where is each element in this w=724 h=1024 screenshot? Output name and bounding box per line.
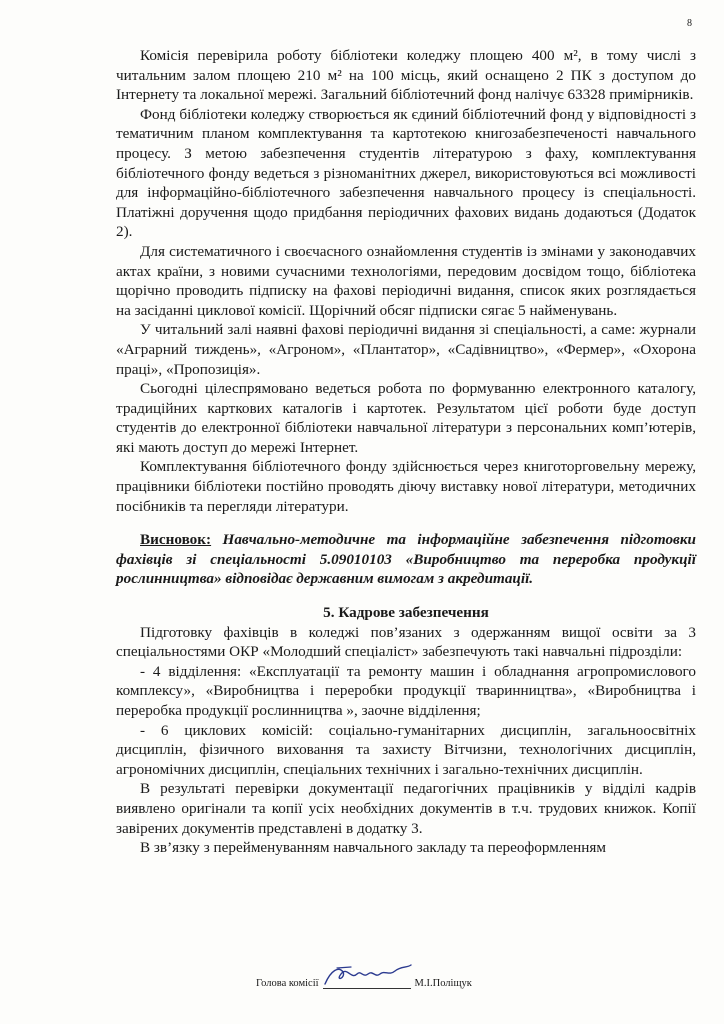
conclusion-label: Висновок: [140,531,212,549]
conclusion-text: Навчально-методичне та інформаційне забезпечення підготовки фахівців зі спеціальності 5.09010103 «Виробництво та переробка продукції рослинництва» відповідає державним вимогам з акредитації. [116,531,696,588]
paragraph-electronic-catalog: Сьогодні цілеспрямовано ведеться робота по формуванню електронного каталогу, традиційних карткових каталогів і картотек. Результатом цієї роботи буде доступ студентів до електронної бібліотеки навчальної літератури з персональних комп’ютерів, які мають доступ до мережі Інтернет. [116,380,696,456]
paragraph-library-fund: Фонд бібліотеки коледжу створюється як єдиний бібліотечний фонд у відповідності з тематичним планом комплектування та картотекою книгозабезпеченості навчального процесу. З метою забезпечення студентів літературою з фаху, комплектування бібліотечного фонду ведеться з різноманітних джерел, використовуються всі можливості для інформаційно-бібліотечного забезпечення навчального процесу із спеціальності. Платіжні доручення щодо придбання періодичних фахових видань додаються (Додаток 2). [116,105,696,241]
paragraph-renaming: В зв’язку з перейменуванням навчального закладу та переоформленням [140,839,606,857]
signer-name: М.І.Поліщук [414,978,472,989]
paragraph-personnel-docs: В результаті перевірки документації педагогічних працівників у відділі кадрів виявлено оригінали та копії усіх необхідних документів в т.ч. трудових книжок. Копії завірених документів представлені в додатку 3. [116,780,696,837]
section-heading: 5. Кадрове забезпечення [323,604,489,622]
document-body [116,46,696,858]
paragraph-library-area: Комісія перевірила роботу бібліотеки коледжу площею 400 м², в тому числі з читальним залом площею 210 м² на 100 місць, який оснащено 2 ПК з доступом до Інтернету та локальної мережі. Загальний бібліотечний фонд налічує 63328 примірників. [116,47,696,104]
paragraph-periodicals: У читальний залі наявні фахові періодичні видання зі спеціальності, а саме: журнали «Аграрний тиждень», «Агроном», «Плантатор», «Садівництво», «Фермер», «Охорона праці», «Пропозиція». [116,321,696,378]
paragraph-acquisition: Комплектування бібліотечного фонду здійснюється через книготорговельну мережу, працівники бібліотеки постійно проводять діючу виставку нової літератури, методичних посібників та перегляди літератури. [116,458,696,515]
signer-role: Голова комісії [256,978,319,989]
signature-line [323,976,411,989]
list-item: - 4 відділення: «Експлуатації та ремонту машин і обладнання агропромислового комплексу», «Виробництва і переробки продукції тваринництва», «Виробництва і переробка продукції рослинництва », заочне відділення; [116,662,696,719]
page-number: 8 [687,18,692,29]
section-intro: Підготовку фахівців в коледжі пов’язаних з одержанням вищої освіти за 3 спеціальностями ОКР «Молодший спеціаліст» забезпечують такі навчальні підрозділи: [116,623,696,661]
signature-block [256,976,472,989]
paragraph-subscription: Для систематичного і своєчасного ознайомлення студентів із змінами у законодавчих актах країни, з новими сучасними технологіями, передовим досвідом тощо, бібліотека щорічно проводить підписку на фахові періодичні видання, список яких розглядається на засіданні циклової комісії. Щорічний обсяг підписки сягає 5 найменувань. [116,242,696,319]
handwritten-signature [321,962,413,990]
conclusion [116,530,696,589]
list-item: - 6 циклових комісій: соціально-гуманітарних дисциплін, загальноосвітніх дисциплін, фізичного виховання та захисту Вітчизни, технологічних дисциплін, агрономічних дисциплін, спеціальних технічних і загально-технічних дисциплін. [116,721,696,778]
